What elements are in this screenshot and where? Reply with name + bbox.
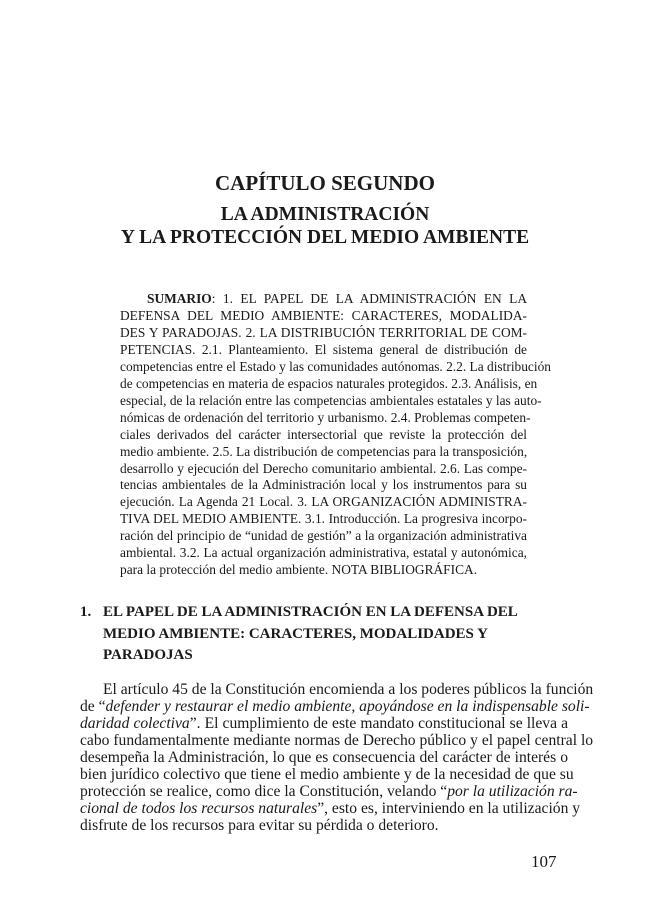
summary-line: [120, 494, 527, 511]
summary-line-text: nómicas de ordenación del territorio y urbanismo. 2.4. Problemas competen-: [120, 409, 531, 425]
summary-line-text: desarrollo y ejecución del Derecho comunitario ambiental. 2.6. Las compe-: [120, 460, 527, 476]
summary-line: [120, 545, 527, 562]
summary-line: [120, 375, 538, 393]
summary-line-text: DES Y PARADOJAS. 2. LA DISTRIBUCIÓN TERRITORIAL DE COM-: [120, 324, 527, 340]
body-line: [80, 698, 590, 715]
body-text: El artículo 45 de la Constitución encomienda a los poderes públicos la función: [103, 681, 594, 698]
italic-quote: cional de todos los recursos naturales: [80, 800, 318, 817]
body-line: [80, 766, 574, 783]
summary-line: [120, 392, 542, 410]
summary-line-text: competencias entre el Estado y las comunidades autónomas. 2.2. La distribución: [120, 358, 551, 374]
summary-line: [120, 291, 527, 308]
summary-line: [120, 325, 527, 342]
body-line: [80, 817, 568, 834]
body-text: ”, esto es, interviniendo en la utilización y: [317, 800, 581, 817]
summary-line: [120, 528, 527, 545]
summary-line-text: DEFENSA DEL MEDIO AMBIENTE: CARACTERES, MODALIDA-: [120, 307, 527, 323]
summary-line: [120, 511, 527, 528]
body-line: [80, 800, 581, 817]
summary-line-text: tencias ambientales de la Administración local y los instrumentos para su: [120, 477, 527, 493]
body-text: cabo fundamentalmente mediante normas de Derecho público y el papel central lo: [80, 732, 594, 749]
section-title-line: PARADOJAS: [103, 647, 193, 663]
summary-line-text: ambiental. 3.2. La actual organización administrativa, estatal y autonómica,: [120, 545, 527, 561]
italic-quote: por la utilización ra-: [447, 783, 578, 800]
summary-line: [120, 477, 527, 494]
summary-line-text: para la protección del medio ambiente. NOTA BIBLIOGRÁFICA.: [120, 562, 478, 578]
summary-line: [120, 409, 531, 427]
summary-line-text: ejecución. La Agenda 21 Local. 3. LA ORGANIZACIÓN ADMINISTRA-: [120, 494, 527, 510]
section-title: [103, 602, 573, 667]
summary-line: [120, 358, 551, 376]
chapter-title: [0, 203, 650, 249]
summary-line-text: especial, de la relación entre las competencias ambientales estatales y las auto-: [120, 392, 542, 408]
body-text: disfrute de los recursos para evitar su pérdida o deterioro.: [80, 817, 439, 834]
chapter-title-line: Y LA PROTECCIÓN DEL MEDIO AMBIENTE: [120, 227, 530, 248]
body-line: [80, 681, 594, 698]
body-line: [80, 715, 568, 732]
body-paragraph: [80, 681, 594, 834]
summary-line-text: PETENCIAS. 2.1. Planteamiento. El sistema general de distribución de: [120, 341, 527, 357]
italic-quote: defender y restaurar el medio ambiente, apoyándose en la indispensable soli-: [105, 698, 590, 715]
section-title-line: MEDIO AMBIENTE: CARACTERES, MODALIDADES Y: [103, 625, 488, 642]
summary-line-text: de competencias en materia de espacios naturales protegidos. 2.3. Análisis, en: [120, 375, 538, 391]
body-line: [80, 749, 568, 766]
section-title-line: EL PAPEL DE LA ADMINISTRACIÓN EN LA DEFENSA DEL: [103, 604, 518, 620]
summary-line-text: ración del principio de “unidad de gestión” a la organización administrativa: [120, 528, 527, 544]
body-text: desempeña la Administración, lo que es consecuencia del carácter de interés o: [80, 749, 568, 766]
summary-line-text: : 1. EL PAPEL DE LA ADMINISTRACIÓN EN LA: [211, 291, 527, 306]
body-text: protección se realice, como dice la Constitución, velando “: [80, 783, 448, 800]
body-line: [80, 732, 594, 749]
body-text: de “: [80, 698, 106, 715]
body-line: [80, 783, 578, 800]
summary-heading: SUMARIO: [147, 291, 212, 306]
chapter-label: CAPÍTULO SEGUNDO: [215, 171, 435, 195]
page-number: 107: [531, 852, 557, 871]
body-text: bien jurídico colectivo que tiene el medio ambiente y de la necesidad de que su: [80, 766, 574, 783]
body-text: ”. El cumplimiento de este mandato constitucional se lleva a: [189, 715, 568, 732]
section-number: 1.: [80, 604, 92, 620]
summary-block: [120, 291, 551, 579]
italic-quote: daridad colectiva: [80, 715, 190, 732]
summary-line-text: medio ambiente. 2.5. La distribución de competencias para la transposición,: [120, 443, 528, 459]
summary-line: [120, 444, 527, 461]
summary-line-text: ciales derivados del carácter intersectorial que reviste la protección del: [120, 426, 527, 442]
summary-line-text: TIVA DEL MEDIO AMBIENTE. 3.1. Introducción. La progresiva incorpo-: [120, 511, 527, 527]
summary-line: [120, 562, 527, 579]
summary-line: [120, 427, 527, 444]
summary-line: [120, 342, 527, 359]
summary-line: [120, 461, 527, 478]
summary-line: [120, 308, 527, 325]
chapter-title-line: LA ADMINISTRACIÓN: [220, 204, 430, 225]
